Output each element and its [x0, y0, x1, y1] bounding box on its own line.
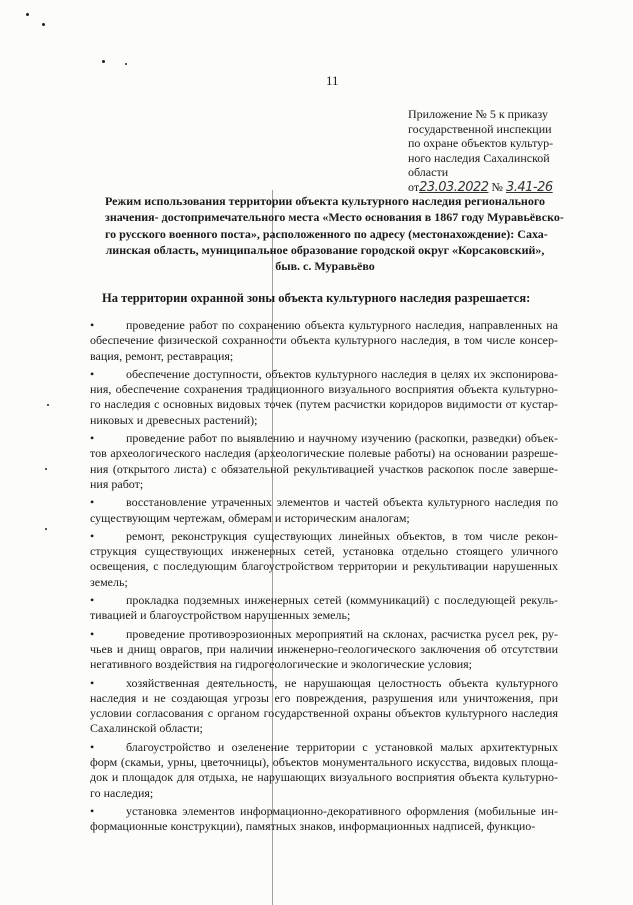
- list-item-text: прокладка подземных инженерных сетей (коммуникаций) с последующей рекуль-тивацией и благоустройством нарушенных земель;: [90, 593, 558, 623]
- list-item: [90, 804, 558, 835]
- list-item-text: проведение работ по выявлению и научному изучению (раскопки, разведки) объек-тов археологического наследия (археологические полевые работы) на основании разреше-ния (открытого листа) с обязательной рекультивацией участков раскопок после заверше-ния работ;: [90, 431, 558, 491]
- list-item-text: проведение работ по сохранению объекта культурного наследия, направленных на обеспечение физической сохранности объекта культурного наследия, в том числе консер-вация, ремонт, реставрация;: [90, 318, 558, 363]
- number-prefix: №: [491, 179, 503, 194]
- bullet: •: [90, 528, 95, 543]
- appendix-line: области: [408, 165, 449, 180]
- bullet: •: [90, 803, 95, 818]
- document-title: [105, 193, 564, 274]
- list-item-text: обеспечение доступности, объектов культурного наследия в целях их экспонирова-ния, обеспечение сохранения традиционного визуального восприятия объекта культурно-го наследия с основных видовых точек (путем расчистки коридоров видимости от кустар-никовых и древесных растений);: [90, 366, 558, 427]
- list-item: [90, 495, 558, 526]
- bullet: •: [90, 318, 95, 332]
- list-item-text: ремонт, реконструкция существующих линейных объектов, в том числе рекон-струкция существующих инженерных сетей, установка отдельно стоящего уличного освещения, с последующим благоустройством территории и рекультивации нарушенных земель;: [90, 528, 558, 589]
- number-signature: 3.41-26: [505, 179, 553, 195]
- list-item: [90, 740, 558, 801]
- list-item: [90, 318, 558, 364]
- list-item: [90, 431, 558, 492]
- list-item: [90, 593, 558, 624]
- scan-speck: [125, 63, 127, 65]
- list-item-text: хозяйственная деятельность, не нарушающая целостность объекта культурного наследия и не создающая угрозы его повреждения, разрушения или уничтожения, при условии согласования с органом государственной охраны объектов культурного наследия Сахалинской области;: [90, 675, 558, 736]
- bullet: •: [90, 431, 95, 446]
- section-heading: На территории охранной зоны объекта культурного наследия разрешается:: [102, 291, 531, 305]
- list-item-text: восстановление утраченных элементов и частей объекта культурного наследия по существующим чертежам, обмерам и историческим аналогам;: [90, 495, 558, 525]
- list-item-text: проведение противоэрозионных мероприятий на склонах, расчистка русел рек, ру-чьев и днищ оврагов, при наличии инженерно-геологического заключения об отсутствии негативного воздействия на гидрогеологические и экологические условия;: [90, 626, 558, 672]
- bullet: •: [90, 626, 95, 641]
- list-item-text: благоустройство и озеленение территории с установкой малых архитектурных форм (скамьи, урны, цветочницы), объектов монументального искусства, видовых площа-док и площадок для отдыха, не нарушающих визуального восприятия объекта культурно-го наследия;: [90, 739, 558, 800]
- appendix-line: по охране объектов культур-: [408, 136, 554, 151]
- scan-speck: [42, 23, 45, 26]
- title-line: Режим использования территории объекта культурного наследия регионального: [105, 194, 545, 208]
- appendix-block: [408, 107, 583, 196]
- appendix-line: ного наследия Сахалинской: [408, 150, 550, 165]
- title-line: линская область, муниципальное образование городской округ «Корсаковский»,: [105, 242, 545, 257]
- scan-speck: [47, 404, 49, 406]
- bullet: •: [90, 675, 95, 690]
- title-line: значения- достопримечательного места «Место основания в 1867 году Муравьёвско-: [105, 210, 564, 225]
- date-prefix: от: [408, 179, 420, 194]
- page-number: 11: [326, 73, 339, 88]
- list-item: [90, 529, 558, 590]
- bullet: •: [90, 739, 95, 754]
- title-line: быв. с. Муравьёво: [275, 259, 375, 274]
- scan-speck: [26, 13, 29, 16]
- title-line: го русского военного поста», расположенного по адресу (местонахождение): Саха-: [105, 226, 548, 241]
- list-item: [90, 367, 558, 428]
- appendix-line: государственной инспекции: [408, 121, 552, 136]
- scan-speck: [102, 60, 105, 63]
- date-signature: 23.03.2022: [419, 179, 489, 195]
- bullet: •: [90, 593, 95, 608]
- permitted-activities-list: [90, 318, 558, 838]
- list-item: [90, 627, 558, 673]
- appendix-line: Приложение № 5 к приказу: [408, 107, 548, 121]
- scan-speck: [45, 528, 47, 530]
- bullet: •: [90, 495, 95, 510]
- scan-speck: [45, 468, 47, 470]
- list-item: [90, 676, 558, 737]
- bullet: •: [90, 366, 95, 381]
- list-item-text: установка элементов информационно-декоративного оформления (мобильные ин-формационные конструкции), памятных знаков, информационных надписей, функцио-: [90, 803, 558, 834]
